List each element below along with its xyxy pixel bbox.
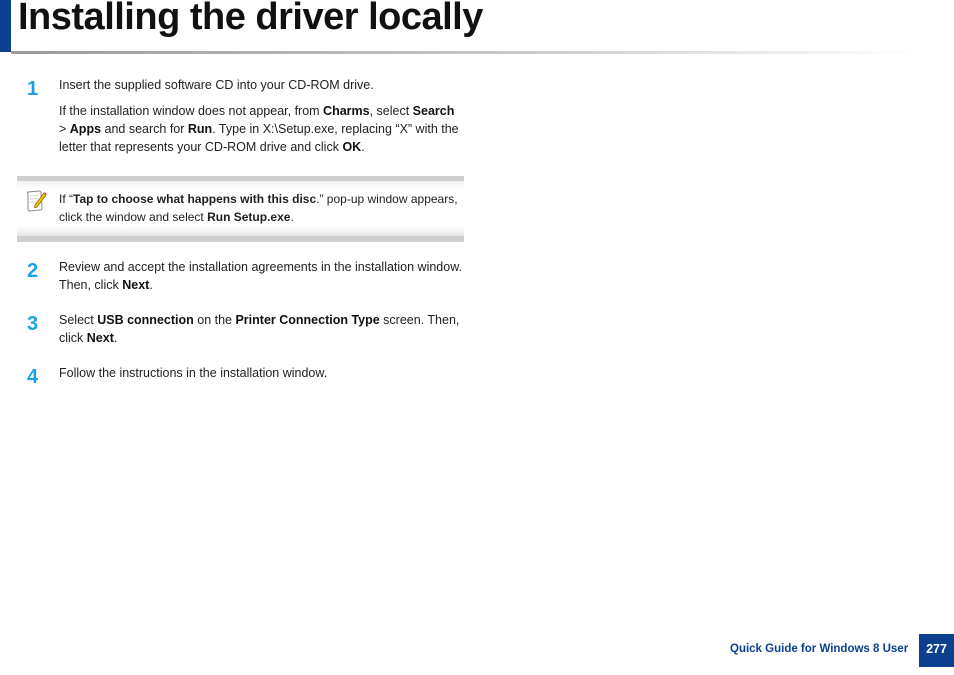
usb-connection-term: USB connection [97,313,194,327]
note-pencil-icon [25,189,47,213]
note-box [17,176,464,242]
ok-term: OK [342,140,362,154]
step-number: 4 [27,366,39,388]
step-1-detail: If the installation window does not appear, from Charms, select Search > Apps and search for Run. Type in X:\Setup.exe, replacing “X” with the letter that represents your CD-ROM drive and click OK. [59,104,459,154]
next-term: Next [86,331,114,345]
footer-guide-label: Quick Guide for Windows 8 User [730,643,909,655]
step-number: 2 [27,260,39,282]
step-3-text: Select USB connection on the Printer Connection Type screen. Then, click Next. [59,313,460,345]
step-number: 3 [27,313,39,335]
step-4-text: Follow the instructions in the installation window. [59,366,328,380]
note-text: If “Tap to choose what happens with this disc.” pop-up window appears, click the window and select Run Setup.exe. [59,192,458,224]
step-number: 1 [27,78,39,100]
disc-prompt-term: Tap to choose what happens with this disc [73,192,317,206]
apps-term: Apps [69,122,102,136]
search-term: Search [412,104,455,118]
printer-connection-type-term: Printer Connection Type [235,313,380,327]
step-1-text: Insert the supplied software CD into your CD-ROM drive. [59,78,374,92]
run-term: Run [187,122,213,136]
title-divider [11,51,916,54]
run-setup-term: Run Setup.exe [207,210,291,224]
title-accent-bar [0,0,11,52]
next-term: Next [122,278,150,292]
step-2-text: Review and accept the installation agreements in the installation window. Then, click Next. [59,260,463,292]
page-number-badge: 277 [919,634,954,667]
charms-term: Charms [323,104,370,118]
page-title: Installing the driver locally [18,0,483,38]
